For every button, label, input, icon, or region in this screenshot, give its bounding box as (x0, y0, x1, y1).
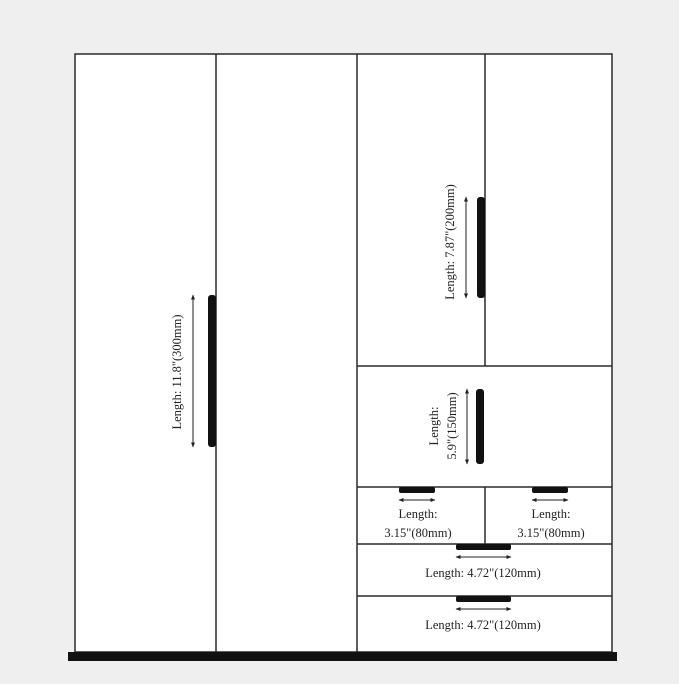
small-drawer-right-label-line2: 3.15"(80mm) (517, 526, 585, 540)
tall-door-length-label: Length: 11.8"(300mm) (170, 314, 184, 430)
upper-door-length-label: Length: 7.87"(200mm) (443, 184, 457, 300)
pull-handle-icon (456, 596, 511, 602)
pull-handle-icon (476, 389, 484, 464)
small-drawer-right-label-line1: Length: (531, 507, 571, 521)
base-plinth (68, 652, 617, 661)
wide-drawer-upper-label: Length: 4.72"(120mm) (425, 566, 541, 580)
middle-door-length-line1: Length: (427, 406, 441, 446)
wide-drawer-lower-label: Length: 4.72"(120mm) (425, 618, 541, 632)
small-drawer-left-label-line1: Length: (398, 507, 438, 521)
pull-handle-icon (532, 487, 568, 493)
pull-handle-icon (456, 544, 511, 550)
pull-handle-icon (399, 487, 435, 493)
middle-door-length-line2: 5.9"(150mm) (445, 392, 459, 460)
small-drawer-left-label-line2: 3.15"(80mm) (384, 526, 452, 540)
pull-handle-icon (208, 295, 216, 447)
cabinet-frame (75, 54, 612, 652)
pull-handle-icon (477, 197, 485, 298)
